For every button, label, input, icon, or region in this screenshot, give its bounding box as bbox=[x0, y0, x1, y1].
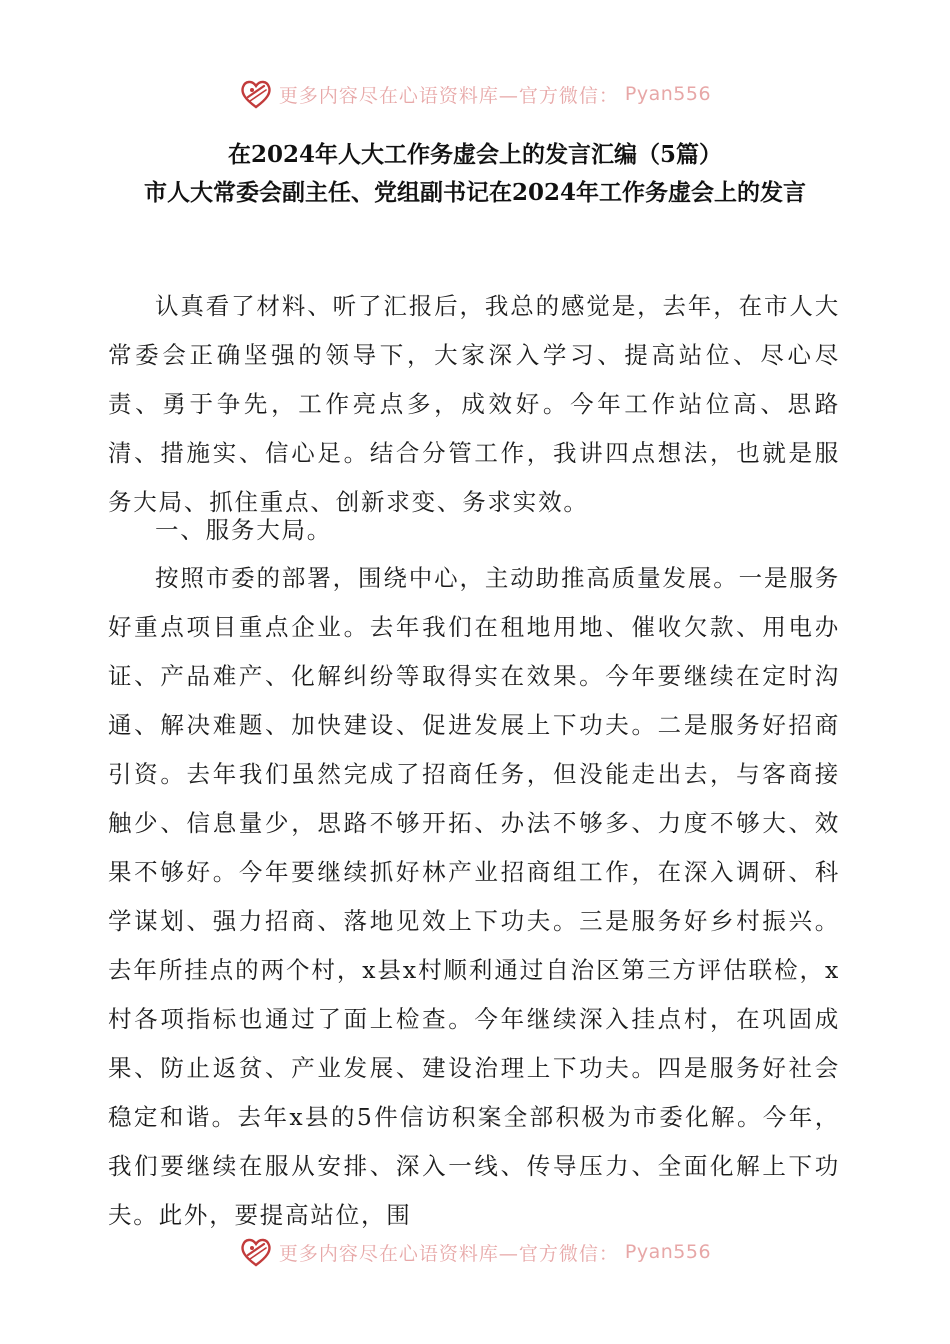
heart-logo-icon bbox=[239, 1235, 273, 1269]
watermark-wechat-id: Pyan556 bbox=[624, 83, 712, 105]
watermark-text: 更多内容尽在心语资料库—官方微信： bbox=[278, 84, 619, 107]
footer-watermark bbox=[0, 1232, 950, 1272]
document-main-title: 在2024年人大工作务虚会上的发言汇编（5篇） bbox=[227, 141, 723, 168]
heart-logo-icon bbox=[239, 77, 273, 111]
header-watermark bbox=[0, 74, 950, 114]
document-sub-title: 市人大常委会副主任、党组副书记在2024年工作务虚会上的发言 bbox=[143, 179, 806, 206]
section-heading-serve-overall: 一、服务大局。 bbox=[155, 516, 333, 544]
paragraph-serve-overall: 按照市委的部署，围绕中心，主动助推高质量发展。一是服务好重点项目重点企业。去年我们在租地用地、催收欠款、用电办证、产品难产、化解纠纷等取得实在效果。今年要继续在定时沟通、解决难题、加快建设、促进发展上下功夫。二是服务好招商引资。去年我们虽然完成了招商任务，但没能走出去，与客商接触少、信息量少，思路不够开拓、办法不够多、力度不够大、效果不够好。今年要继续抓好林产业招商组工作，在深入调研、科学谋划、强力招商、落地见效上下功夫。三是服务好乡村振兴。去年所挂点的两个村，x县x村顺利通过自治区第三方评估联检，x村各项指标也通过了面上检查。今年继续深入挂点村，在巩固成果、防止返贫、产业发展、建设治理上下功夫。四是服务好社会稳定和谐。去年x县的5件信访积案全部积极为市委化解。今年，我们要继续在服从安排、深入一线、传导压力、全面化解上下功夫。此外，要提高站位，围 bbox=[108, 564, 840, 1229]
paragraph-intro: 认真看了材料、听了汇报后，我总的感觉是，去年，在市人大常委会正确坚强的领导下，大家深入学习、提高站位、尽心尽责、勇于争先，工作亮点多，成效好。今年工作站位高、思路清、措施实、信心足。结合分管工作，我讲四点想法，也就是服务大局、抓住重点、创新求变、务求实效。 bbox=[108, 292, 840, 516]
watermark-wechat-id: Pyan556 bbox=[624, 1241, 712, 1263]
watermark-text: 更多内容尽在心语资料库—官方微信： bbox=[278, 1242, 619, 1265]
